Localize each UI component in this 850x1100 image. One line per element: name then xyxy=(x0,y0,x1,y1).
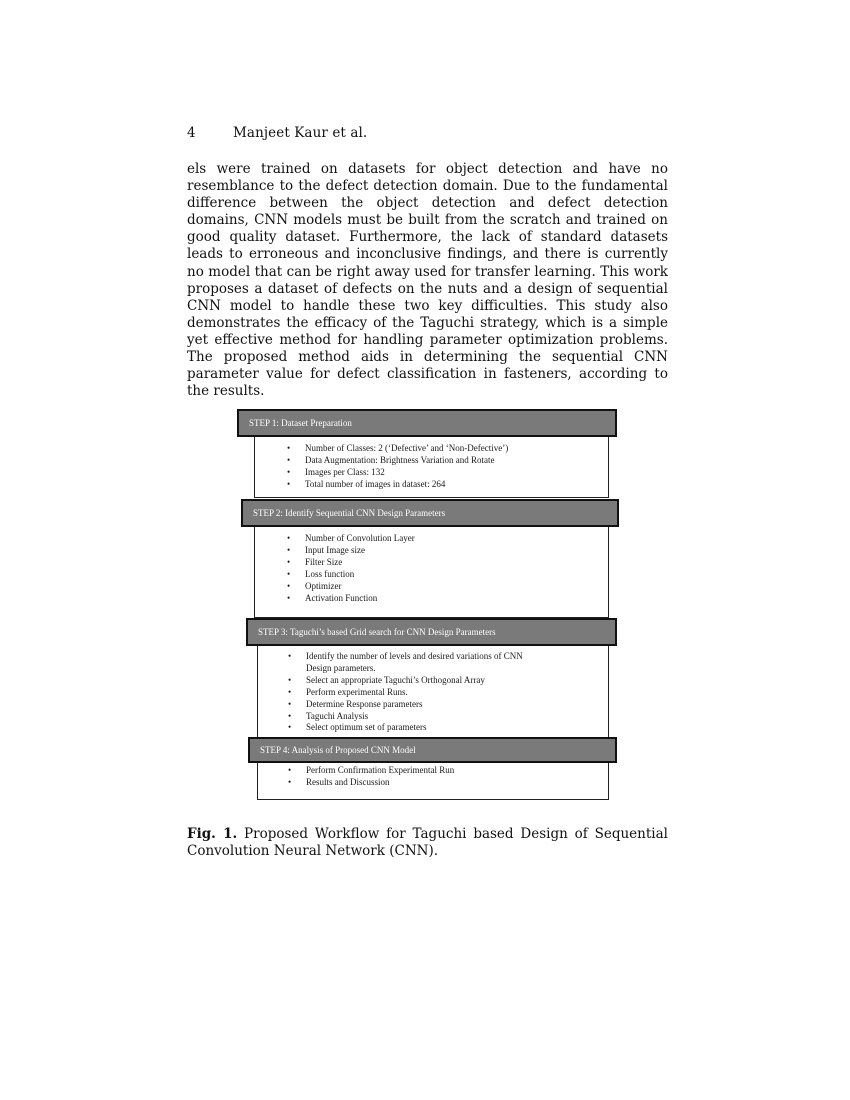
step-3-header: STEP 3: Taguchi’s based Grid search for CNN Design Parameters xyxy=(246,618,617,646)
step-1-header: STEP 1: Dataset Preparation xyxy=(237,409,617,437)
list-item: • Optimizer xyxy=(287,581,608,593)
list-item: • Loss function xyxy=(287,569,608,581)
figure-label: Fig. 1. xyxy=(187,826,238,842)
step-3-box xyxy=(257,646,609,738)
list-item: • Number of Convolution Layer xyxy=(287,533,608,545)
list-item: • Results and Discussion xyxy=(288,777,608,789)
list-item: • Select optimum set of parameters xyxy=(288,722,548,734)
list-item: • Perform Confirmation Experimental Run xyxy=(288,765,608,777)
list-item: • Activation Function xyxy=(287,593,608,605)
figure-caption-text: Proposed Workflow for Taguchi based Design of Sequential Convolution Neural Network (CNN). xyxy=(187,826,668,859)
list-item: • Input Image size xyxy=(287,545,608,557)
step-4-list xyxy=(288,765,608,789)
list-item: • Number of Classes: 2 (‘Defective’ and ‘Non-Defective’) xyxy=(287,443,608,455)
list-item: • Taguchi Analysis xyxy=(288,711,548,723)
step-2-box xyxy=(254,527,609,618)
list-item: • Images per Class: 132 xyxy=(287,467,608,479)
step-2-list xyxy=(287,533,608,604)
body-paragraph: els were trained on datasets for object detection and have no resemblance to the defect detection domain. Due to the fundamental difference between the object detection and defect detection domains, CNN models must be built from the scratch and trained on good quality dataset. Furthermore, the lack of standard datasets leads to erroneous and inconclusive findings, and there is currently no model that can be right away used for transfer learning. This work proposes a dataset of defects on the nuts and a design of sequential CNN model to handle these two key difficulties. This study also demonstrates the efficacy of the Taguchi strategy, which is a simple yet effective method for handling parameter optimization problems. The proposed method aids in determining the sequential CNN parameter value for defect classification in fasteners, according to the results. xyxy=(187,161,668,400)
list-item: • Data Augmentation: Brightness Variation and Rotate xyxy=(287,455,608,467)
list-item: • Perform experimental Runs. xyxy=(288,687,548,699)
list-item: • Identify the number of levels and desired variations of CNN Design parameters. xyxy=(288,651,548,675)
page-number: 4 xyxy=(187,125,196,141)
figure-caption xyxy=(187,826,668,860)
list-item: • Select an appropriate Taguchi’s Orthogonal Array xyxy=(288,675,548,687)
step-3-list xyxy=(288,651,548,734)
step-1-list xyxy=(287,443,608,491)
running-head xyxy=(187,125,367,141)
step-4-header: STEP 4: Analysis of Proposed CNN Model xyxy=(248,737,617,763)
step-4-box xyxy=(257,762,609,800)
list-item: • Filter Size xyxy=(287,557,608,569)
author-line: Manjeet Kaur et al. xyxy=(233,125,368,141)
step-2-header: STEP 2: Identify Sequential CNN Design Parameters xyxy=(241,499,619,527)
step-1-box xyxy=(254,436,609,498)
list-item: • Determine Response parameters xyxy=(288,699,548,711)
list-item: • Total number of images in dataset: 264 xyxy=(287,479,608,491)
